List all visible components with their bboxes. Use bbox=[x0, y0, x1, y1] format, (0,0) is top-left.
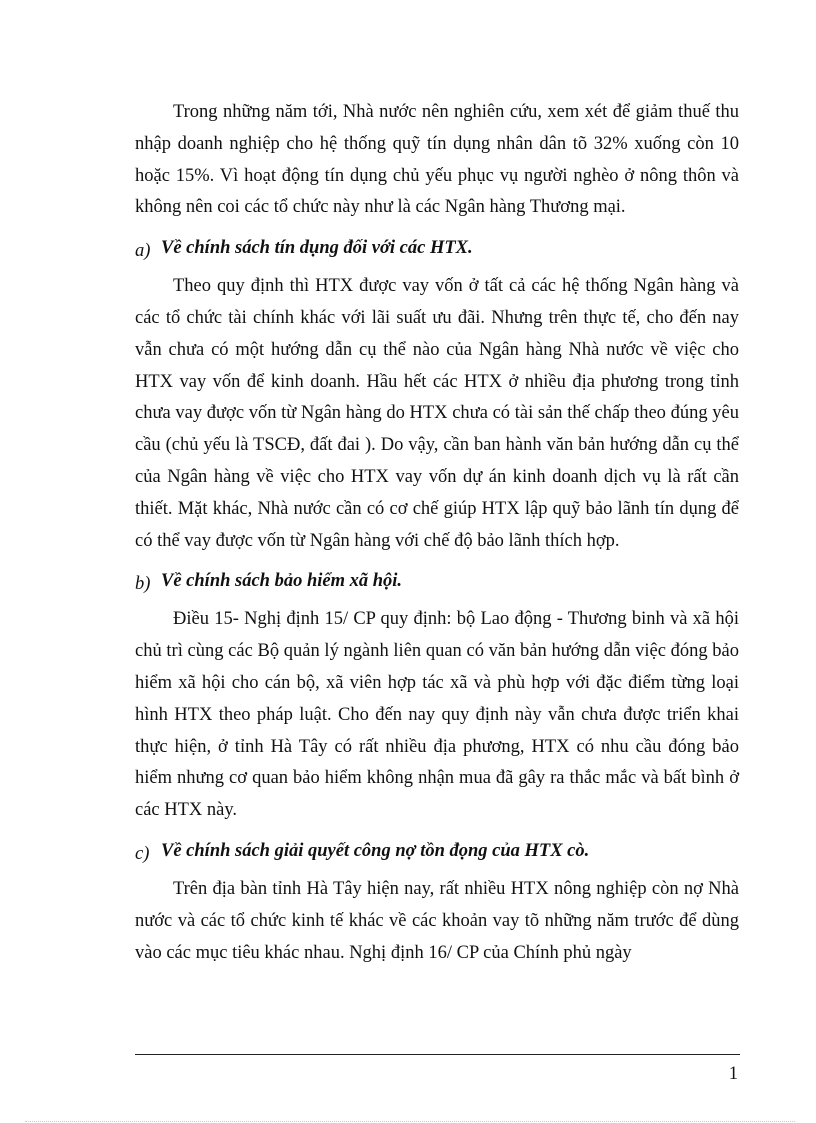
section-marker-c: c) bbox=[135, 843, 150, 864]
section-paragraph-c: Trên địa bàn tỉnh Hà Tây hiện nay, rất nhiều HTX nông nghiệp còn nợ Nhà nước và các tổ chức kinh tế khác về các khoản vay tõ những năm trước để dùng vào các mục tiêu khác nhau. Nghị định 16/ CP của Chính phủ ngày bbox=[135, 878, 739, 963]
section-title-c: Về chính sách giải quyết công nợ tồn đọng của HTX cò. bbox=[161, 840, 590, 861]
section-marker-a: a) bbox=[135, 241, 151, 262]
section-paragraph-b: Điều 15- Nghị định 15/ CP quy định: bộ Lao động - Thương binh và xã hội chủ trì cùng các Bộ quản lý ngành liên quan có văn bản hướng dẫn việc đóng bảo hiểm xã hội cho cán bộ, xã viên hợp tác xã và phù hợp với đặc điểm từng loại hình HTX theo pháp luật. Cho đến nay quy định này vẫn chưa được triển khai thực hiện, ở tỉnh Hà Tây có rất nhiều địa phương, HTX có nhu cầu đóng bảo hiểm nhưng cơ quan bảo hiểm không nhận mua đã gây ra thắc mắc và bất bình ở các HTX này. bbox=[135, 609, 739, 821]
body-text bbox=[135, 97, 739, 969]
intro-paragraph: Trong những năm tới, Nhà nước nên nghiên cứu, xem xét để giảm thuế thu nhập doanh nghiệp cho hệ thống quỹ tín dụng nhân dân tõ 32% xuống còn 10 hoặc 15%. Vì hoạt động tín dụng chủ yếu phục vụ người nghèo ở nông thôn và không nên coi các tổ chức này như là các Ngân hàng Thương mại. bbox=[135, 102, 739, 218]
section-paragraph-a: Theo quy định thì HTX được vay vốn ở tất cả các hệ thống Ngân hàng và các tổ chức tài chính khác với lãi suất ưu đãi. Nhưng trên thực tế, cho đến nay vẫn chưa có một hướng dẫn cụ thể nào của Ngân hàng Nhà nước về việc cho HTX vay vốn để kinh doanh. Hầu hết các HTX ở nhiều địa phương trong tỉnh chưa vay được vốn từ Ngân hàng do HTX chưa có tài sản thế chấp theo đúng yêu cầu (chủ yếu là TSCĐ, đất đai ). Do vậy, cần ban hành văn bản hướng dẫn cụ thể của Ngân hàng về việc cho HTX vay vốn dự án kinh doanh dịch vụ là rất cần thiết. Mặt khác, Nhà nước cần có cơ chế giúp HTX lập quỹ bảo lãnh tín dụng để có thể vay được vốn từ Ngân hàng với chế độ bảo lãnh thích hợp. bbox=[135, 276, 739, 551]
section-heading-b bbox=[135, 561, 739, 601]
footer-divider bbox=[135, 1054, 740, 1055]
section-title-a: Về chính sách tín dụng đối với các HTX. bbox=[161, 238, 473, 259]
section-marker-b: b) bbox=[135, 574, 151, 595]
page-number: 1 bbox=[728, 1064, 738, 1084]
page-bottom-edge bbox=[25, 1121, 795, 1122]
section-heading-a bbox=[135, 228, 739, 268]
section-title-b: Về chính sách bảo hiểm xã hội. bbox=[161, 571, 403, 592]
section-heading-c bbox=[135, 831, 739, 871]
